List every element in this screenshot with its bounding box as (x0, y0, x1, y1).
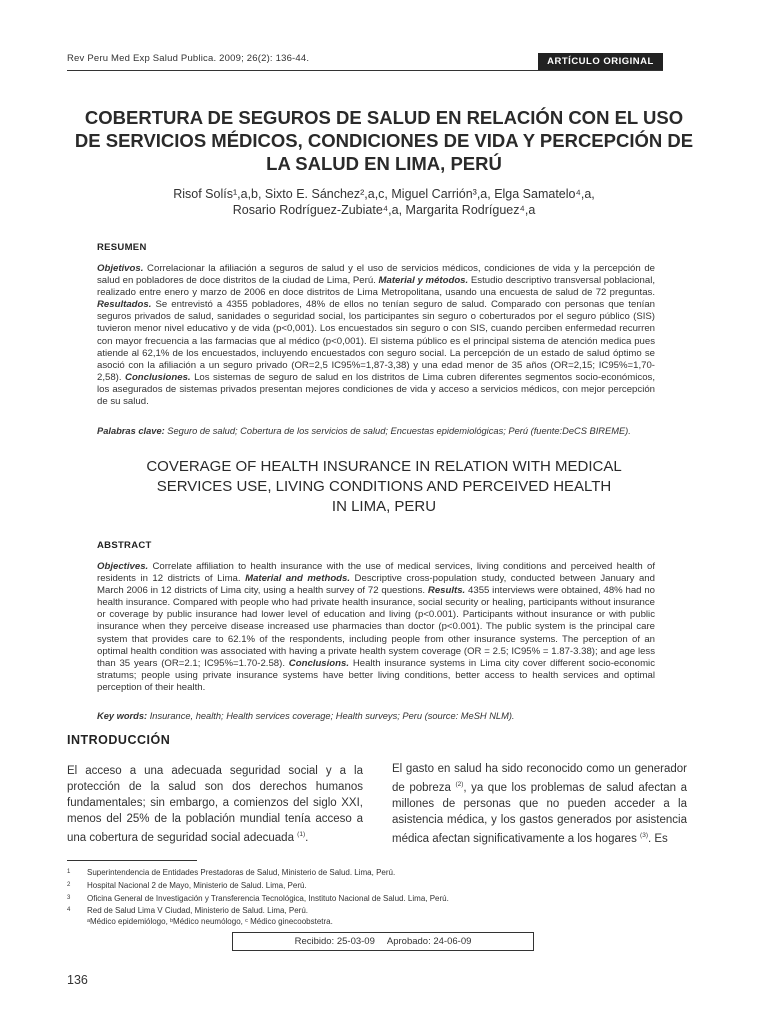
article-type-badge: ARTÍCULO ORIGINAL (538, 53, 663, 70)
text-methods: Descriptive cross-population study, conducted between January and March 2006 in 12 districts of Lima city, using a health survey of 72 questions. (97, 573, 655, 597)
ref-1: (1) (297, 831, 306, 838)
intro-heading: INTRODUCCIÓN (67, 733, 171, 747)
resumen-heading: RESUMEN (97, 242, 147, 253)
footnote-text: ᵃMédico epidemiólogo, ᵇMédico neumólogo, ᶜ Médico ginecoobstetra. (87, 917, 333, 926)
title-en-line: IN LIMA, PERU (331, 498, 437, 515)
label-conclusiones: Conclusiones. (125, 371, 191, 383)
kw-text: Seguro de salud; Cobertura de los servicios de salud; Encuestas epidemiológicas; Perú (fuente:DeCS BIREME). (164, 426, 631, 436)
abstract-body (97, 561, 655, 694)
author-list (100, 186, 668, 218)
text-conclusions: Health insurance systems in Lima city cover different socio-economic stratums; people using private insurance systems have better living conditions, better access to health services and optimal perception of their health. (97, 657, 655, 693)
text-material: Estudio descriptivo transversal poblacional, realizado entre enero y marzo de 2006 en doce distritos de Lima Metropolitana, usando una encuesta de salud de 72 preguntas. (97, 275, 655, 299)
label-results: Results. (427, 585, 466, 597)
key-words (97, 711, 657, 721)
label-conclusions: Conclusions. (288, 657, 350, 669)
label-objectives: Objectives. (97, 561, 149, 572)
title-line: COBERTURA DE SEGUROS DE SALUD EN RELACIÓN CON EL USO (84, 107, 684, 128)
author-line: Rosario Rodríguez-Zubiate⁴,a, Margarita Rodríguez⁴,a (232, 203, 536, 217)
title-line: LA SALUD EN LIMA, PERÚ (266, 153, 502, 174)
author-line: Risof Solís¹,a,b, Sixto E. Sánchez²,a,c, Miguel Carrión³,a, Elga Samatelo⁴,a, (173, 187, 595, 201)
title-line: DE SERVICIOS MÉDICOS, CONDICIONES DE VIDA Y PERCEPCIÓN DE (74, 130, 694, 151)
footnote-1 (67, 867, 587, 878)
received-date: Recibido: 25-03-09 (294, 936, 375, 947)
footnote-text: Oficina General de Investigación y Transferencia Tecnológica, Instituto Nacional de Salud. Lima, Perú. (87, 894, 449, 903)
intro-col2-b: , ya que los problemas de salud afectan a millones de personas que no pueden acceder a la asistencia médica, y los gastos generados por asistencia médica afectan significativamente a los hogares (392, 781, 688, 845)
label-methods: Material and methods. (245, 573, 351, 585)
intro-col1-text: El acceso a una adecuada seguridad social y a la protección de la salud son dos derechos humanos fundamentales; sin embargo, a comienzos del siglo XXI, menos del 25% de la población mundial tenía acceso a una cobertura de seguridad social adecuada (67, 765, 363, 844)
text-objectives: Correlate affiliation to health insurance with the use of medical services, living conditions and perceived health of residents in 12 districts of Lima. (97, 561, 655, 585)
footnote-text: Superintendencia de Entidades Prestadoras de Salud, Ministerio de Salud. Lima, Perú. (87, 868, 396, 877)
label-material: Material y métodos. (378, 275, 469, 287)
palabras-clave (97, 426, 657, 436)
kw-en-label: Key words: (97, 711, 148, 721)
label-objetivos: Objetivos. (97, 263, 144, 274)
footnote-num: 2 (67, 882, 71, 888)
footnote-num: 1 (67, 869, 71, 875)
kw-label: Palabras clave: (97, 426, 165, 436)
article-title-es (50, 106, 718, 175)
abstract-heading: ABSTRACT (97, 540, 152, 551)
footnote-num: 3 (67, 895, 71, 901)
resumen-body (97, 263, 655, 408)
text-results: 4355 interviews were obtained, 48% had no health insurance. Compared with people who had private health insurance, social security or healing, participants without insurance or coverage by public insurance had lower level of education and living (p<0.001). Participants without insurance or with public insurance when they perceive disease increased use pharmacies than doctor (p<0.001). The public system is the principal care system that provides care to 62.1% of the respondents, including people from other insurance systems. The perception of an optimal health condition was associated with having a private health system coverage (OR = 2.5; IC95% = 1.87-3.38); and age less than 35 years (OR=2.1; IC95%=1.70-2.58). (97, 585, 655, 669)
ref-2: (2) (455, 781, 464, 788)
article-title-en (80, 457, 688, 517)
footnote-specialty (67, 916, 587, 927)
intro-column-left (67, 763, 363, 846)
footnote-text: Red de Salud Lima V Ciudad, Ministerio de Salud. Lima, Perú. (87, 906, 309, 915)
title-en-line: COVERAGE OF HEALTH INSURANCE IN RELATION WITH MEDICAL (146, 458, 622, 475)
text-conclusiones: Los sistemas de seguro de salud en los distritos de Lima cubren diferentes segmentos socio-económicos, los asegurados de sistemas privados presentan mejores condiciones de vida y acceso a servicios médicos, con mejor percepción de su salud. (97, 371, 655, 408)
kw-en-text: Insurance, health; Health services coverage; Health surveys; Peru (source: MeSH NLM). (147, 711, 515, 721)
footnote-text: Hospital Nacional 2 de Mayo, Ministerio de Salud. Lima, Perú. (87, 881, 307, 890)
intro-col2-c: . Es (648, 832, 668, 845)
intro-col1-end: . (305, 831, 309, 844)
intro-col2-a: El gasto en salud ha sido reconocido como un generador de pobreza (392, 763, 687, 794)
approved-date: Aprobado: 24-06-09 (386, 936, 472, 947)
text-objetivos: Correlacionar la afiliación a seguros de salud y el uso de servicios médicos, condiciones de vida y la percepción de salud en pobladores de doce distritos de la ciudad de Lima, Perú. (97, 263, 655, 287)
journal-citation: Rev Peru Med Exp Salud Publica. 2009; 26(2): 136-44. (67, 53, 310, 64)
footnote-3 (67, 893, 587, 904)
label-resultados: Resultados. (97, 299, 152, 311)
text-resultados: Se entrevistó a 4355 pobladores, 48% de ellos no tenían seguro de salud. Comparado con personas que tenían seguros privados de salud, sanidades o seguridad social, los participantes sin seguro o coberturados por el seguro público (SIS) tuvieron menor nivel educativo y de vida (p<0,001). Los encuestados sin seguro o con SIS, cuando perciben enfermedad recurren con mayor frecuencia a las farmacias que al médico (p<0,001). El sistema público es el principal sistema de atención medica pues atiende al 62,1% de los encuestados, incluyendo encuestados con seguro social. La percepción de un estado de salud óptimo se asoció con la afiliación a un seguro privado (OR=2,5 IC95%=1,87-3,38) y una edad menor de 35 años (OR=2,15; IC95%=1,70-2,58). (97, 299, 655, 383)
footnote-num: 4 (67, 907, 71, 913)
footnote-rule (67, 860, 197, 861)
footnote-4 (67, 905, 587, 916)
footnote-2 (67, 880, 587, 891)
title-en-line: SERVICES USE, LIVING CONDITIONS AND PERCEIVED HEALTH (156, 478, 612, 495)
intro-column-right (392, 761, 687, 847)
page-number: 136 (67, 973, 88, 987)
received-box (232, 932, 534, 951)
header-rule (67, 70, 663, 71)
ref-3: (3) (640, 831, 648, 839)
